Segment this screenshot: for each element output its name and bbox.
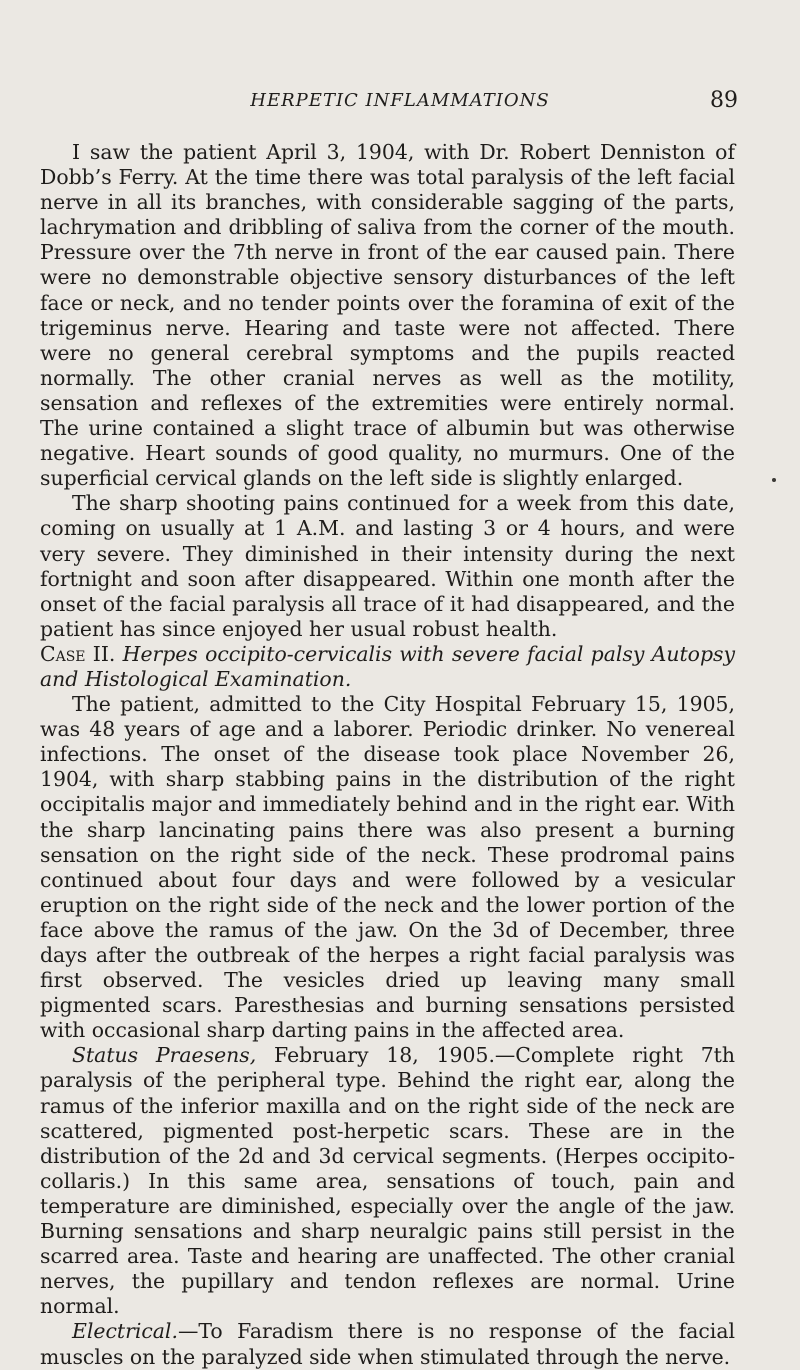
case-heading: [40, 642, 735, 692]
electrical-heading: Electrical.: [72, 1319, 178, 1344]
paragraph-history: The patient, admitted to the City Hospital February 15, 1905, was 48 years of age and a laborer. Periodic drinker. No venereal infections. The onset of the disease took place November 26, 1904, with sharp stabbing pains in the distribution of the right occipitalis major and immediately behind and in the right ear. With the sharp lancinating pains there was also present a burning sensation on the right side of the neck. These prodromal pains continued about four days and were followed by a vesicular eruption on the right side of the neck and the lower portion of the face above the ramus of the jaw. On the 3d of December, three days after the outbreak of the herpes a right facial paralysis was first observed. The vesicles dried up leaving many small pigmented scars. Paresthesias and burning sensations persisted with occasional sharp darting pains in the affected area.: [40, 692, 736, 1043]
running-title: HERPETIC INFLAMMATIONS: [250, 90, 550, 111]
paragraph-electrical: [40, 1319, 735, 1369]
status-praesens-heading: Status Praesens,: [72, 1043, 257, 1068]
case-title: Herpes occipito-cervicalis with severe facial palsy Autopsy and Histological Examination.: [40, 641, 735, 691]
paragraph-course: The sharp shooting pains continued for a week from this date, coming on usually at 1 A.M. and lasting 3 or 4 hours, and were very severe. They diminished in their intensity during the next fortnight and soon after disappeared. Within one month after the onset of the facial paralysis all trace of it had disappeared, and the patient has since enjoyed her usual robust health.: [40, 491, 735, 641]
paragraph-examination: I saw the patient April 3, 1904, with Dr. Robert Denniston of Dobb’s Ferry. At the time there was total paralysis of the left facial nerve in all its branches, with considerable sagging of the parts, lachrymation and dribbling of saliva from the corner of the mouth. Pressure over the 7th nerve in front of the ear caused pain. There were no demonstrable objective sensory disturbances of the left face or neck, and no tender points over the foramina of exit of the trigeminus nerve. Hearing and taste were not affected. There were no general cerebral symptoms and the pupils reacted normally. The other cranial nerves as well as the motility, sensation and reflexes of the extremities were entirely normal. The urine contained a slight trace of albumin but was otherwise negative. Heart sounds of good quality, no murmurs. One of the superficial cervical glands on the left side is slightly enlarged.: [40, 140, 735, 491]
case-number: Case II.: [40, 641, 116, 666]
status-praesens-text: February 18, 1905.—Complete right 7th paralysis of the peripheral type. Behind the right ear, along the ramus of the inferior maxilla and on the right side of the neck are scattered, pigmented post-herpetic scars. These are in the distribution of the 2d and 3d cervical segments. (Herpes occipito-collaris.) In this same area, sensations of touch, pain and temperature are diminished, especially over the angle of the jaw. Burning sensations and sharp neuralgic pains still persist in the scarred area. Taste and hearing are unaffected. The other cranial nerves, the pupillary and tendon reflexes are normal. Urine normal.: [40, 1043, 735, 1319]
paragraph-status-praesens: [40, 1043, 735, 1319]
page-number: 89: [710, 88, 738, 113]
margin-dot: [772, 478, 776, 482]
body-text: [40, 140, 735, 1370]
electrical-text: —To Faradism there is no response of the facial muscles on the paralyzed side when stimulated through the nerve.: [40, 1319, 735, 1369]
running-head: [0, 90, 800, 120]
